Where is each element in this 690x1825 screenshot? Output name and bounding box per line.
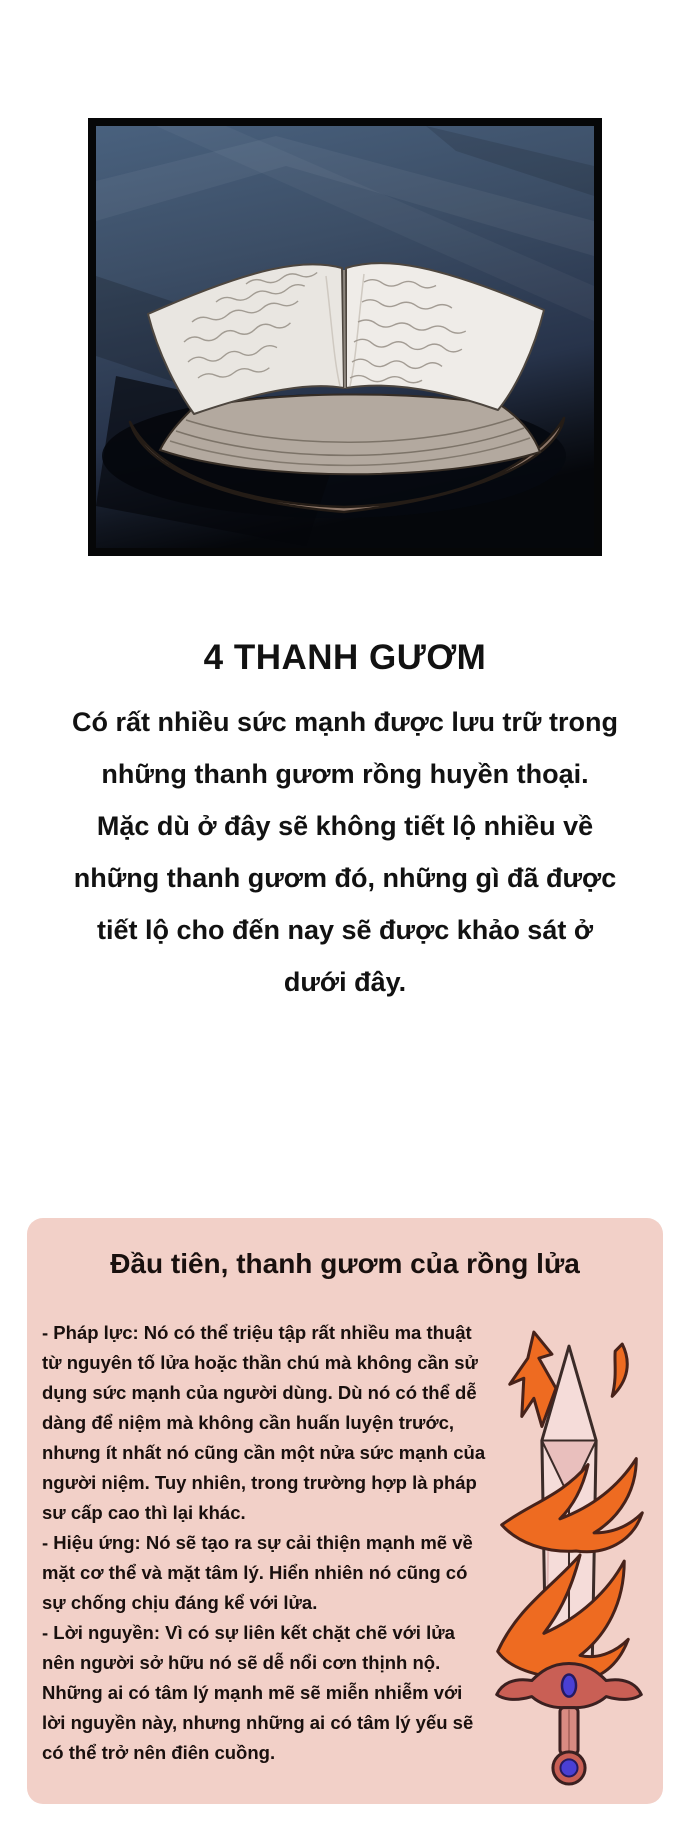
info-card-heading: Đầu tiên, thanh gươm của rồng lửa [110,1248,580,1279]
article-paragraph: Có rất nhiều sức mạnh được lưu trữ trong những thanh gươm rồng huyền thoại. [72,707,618,789]
info-card [27,1218,663,1804]
sword-trait-curse: - Lời nguyền: Vì có sự liên kết chặt chẽ với lửa nên người sở hữu nó sẽ dễ nổi cơn thịnh nộ. Những ai có tâm lý mạnh mẽ sẽ miễn nhiễm với lời nguyền này, nhưng những ai có tâm lý yếu sẽ có thể trở nên điên cuồng. [42,1622,474,1763]
open-book-illustration [96,126,594,548]
article-body [65,696,625,1008]
fire-dragon-sword-illustration [490,1318,648,1790]
comic-panel [88,118,602,556]
sword-trait-magic: - Pháp lực: Nó có thể triệu tập rất nhiều ma thuật từ nguyên tố lửa hoặc thần chú mà không cần sử dụng sức mạnh của người dùng. Dù nó có thể dễ dàng để niệm mà không cần huấn luyện trước, nhưng ít nhất nó cũng cần một nửa sức mạnh của người niệm. Tuy nhiên, trong trường hợp là pháp sư cấp cao thì lại khác. [42,1322,486,1523]
article-paragraph: Mặc dù ở đây sẽ không tiết lộ nhiều về những thanh gươm đó, những gì đã được tiết lộ cho đến nay sẽ được khảo sát ở dưới đây. [73,811,617,997]
page-title: 4 THANH GƯƠM [203,638,487,677]
sword-trait-effect: - Hiệu ứng: Nó sẽ tạo ra sự cải thiện mạnh mẽ về mặt cơ thể và mặt tâm lý. Hiển nhiên nó cũng có sự chống chịu đáng kể với lửa. [42,1532,473,1613]
